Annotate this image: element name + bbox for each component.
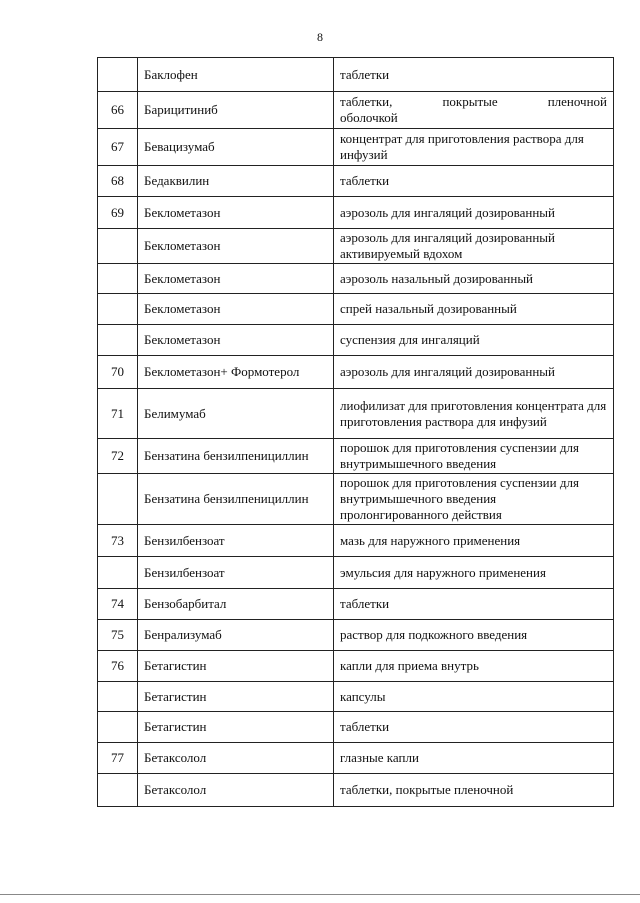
row-number xyxy=(98,774,138,807)
row-number xyxy=(98,325,138,356)
drug-table xyxy=(97,57,614,807)
drug-name: Бетагистин xyxy=(138,682,334,712)
drug-name: Бевацизумаб xyxy=(138,129,334,166)
dosage-form: таблетки xyxy=(334,712,614,743)
dosage-form-line-2: оболочкой xyxy=(340,110,398,125)
dosage-form: таблетки xyxy=(334,589,614,620)
drug-name: Бензилбензоат xyxy=(138,557,334,589)
row-number: 70 xyxy=(98,356,138,389)
table-row xyxy=(98,92,614,129)
dosage-form: капсулы xyxy=(334,682,614,712)
row-number xyxy=(98,712,138,743)
row-number xyxy=(98,229,138,264)
table-row xyxy=(98,557,614,589)
dosage-form: аэрозоль для ингаляций дозированный активируемый вдохом xyxy=(334,229,614,264)
table-row xyxy=(98,166,614,197)
dosage-form: порошок для приготовления суспензии для внутримышечного введения xyxy=(334,439,614,474)
table-row xyxy=(98,325,614,356)
row-number xyxy=(98,557,138,589)
row-number xyxy=(98,58,138,92)
drug-name: Беклометазон xyxy=(138,264,334,294)
row-number xyxy=(98,682,138,712)
drug-name: Бензилбензоат xyxy=(138,525,334,557)
dosage-form: аэрозоль назальный дозированный xyxy=(334,264,614,294)
table-row xyxy=(98,620,614,651)
row-number: 76 xyxy=(98,651,138,682)
dosage-form: глазные капли xyxy=(334,743,614,774)
dosage-form: таблетки xyxy=(334,58,614,92)
dosage-form: спрей назальный дозированный xyxy=(334,294,614,325)
row-number: 69 xyxy=(98,197,138,229)
dosage-form: суспензия для ингаляций xyxy=(334,325,614,356)
page-number: 8 xyxy=(317,30,323,44)
drug-name: Беклометазон xyxy=(138,294,334,325)
drug-name: Баклофен xyxy=(138,58,334,92)
table-row xyxy=(98,264,614,294)
dosage-form: порошок для приготовления суспензии для внутримышечного введения пролонгированного действия xyxy=(334,474,614,525)
table-row xyxy=(98,474,614,525)
drug-name: Бензобарбитал xyxy=(138,589,334,620)
table-row xyxy=(98,58,614,92)
drug-name: Беклометазон xyxy=(138,229,334,264)
table-row xyxy=(98,589,614,620)
table-row xyxy=(98,712,614,743)
table-row xyxy=(98,294,614,325)
drug-name: Бедаквилин xyxy=(138,166,334,197)
dosage-form: мазь для наружного применения xyxy=(334,525,614,557)
dosage-form: лиофилизат для приготовления концентрата для приготовления раствора для инфузий xyxy=(334,389,614,439)
row-number: 67 xyxy=(98,129,138,166)
dosage-form: таблетки, покрытые пленочной xyxy=(334,774,614,807)
row-number xyxy=(98,264,138,294)
table-row xyxy=(98,229,614,264)
drug-name: Бетаксолол xyxy=(138,743,334,774)
drug-name: Бетагистин xyxy=(138,712,334,743)
table-row xyxy=(98,525,614,557)
row-number: 71 xyxy=(98,389,138,439)
dosage-form: раствор для подкожного введения xyxy=(334,620,614,651)
table-row xyxy=(98,743,614,774)
row-number: 66 xyxy=(98,92,138,129)
dosage-form: концентрат для приготовления раствора для инфузий xyxy=(334,129,614,166)
row-number xyxy=(98,474,138,525)
row-number xyxy=(98,294,138,325)
dosage-form-line-1: таблетки, покрытые пленочной xyxy=(340,94,607,109)
row-number: 72 xyxy=(98,439,138,474)
row-number: 73 xyxy=(98,525,138,557)
drug-name: Барицитиниб xyxy=(138,92,334,129)
row-number: 77 xyxy=(98,743,138,774)
drug-name: Беклометазон xyxy=(138,197,334,229)
table-row xyxy=(98,389,614,439)
drug-name: Беклометазон xyxy=(138,325,334,356)
dosage-form xyxy=(334,92,614,129)
dosage-form: эмульсия для наружного применения xyxy=(334,557,614,589)
dosage-form: аэрозоль для ингаляций дозированный xyxy=(334,197,614,229)
drug-name: Бенрализумаб xyxy=(138,620,334,651)
table-row xyxy=(98,651,614,682)
table-row xyxy=(98,682,614,712)
drug-name: Белимумаб xyxy=(138,389,334,439)
drug-name: Бензатина бензилпенициллин xyxy=(138,439,334,474)
drug-name: Бетаксолол xyxy=(138,774,334,807)
row-number: 75 xyxy=(98,620,138,651)
dosage-form: таблетки xyxy=(334,166,614,197)
page-bottom-line xyxy=(0,894,640,895)
row-number: 74 xyxy=(98,589,138,620)
dosage-form: аэрозоль для ингаляций дозированный xyxy=(334,356,614,389)
table-row xyxy=(98,129,614,166)
row-number: 68 xyxy=(98,166,138,197)
dosage-form: капли для приема внутрь xyxy=(334,651,614,682)
table-row xyxy=(98,774,614,807)
table-row xyxy=(98,356,614,389)
drug-name: Беклометазон+ Формотерол xyxy=(138,356,334,389)
table-row xyxy=(98,197,614,229)
drug-name: Бетагистин xyxy=(138,651,334,682)
table-row xyxy=(98,439,614,474)
drug-name: Бензатина бензилпенициллин xyxy=(138,474,334,525)
